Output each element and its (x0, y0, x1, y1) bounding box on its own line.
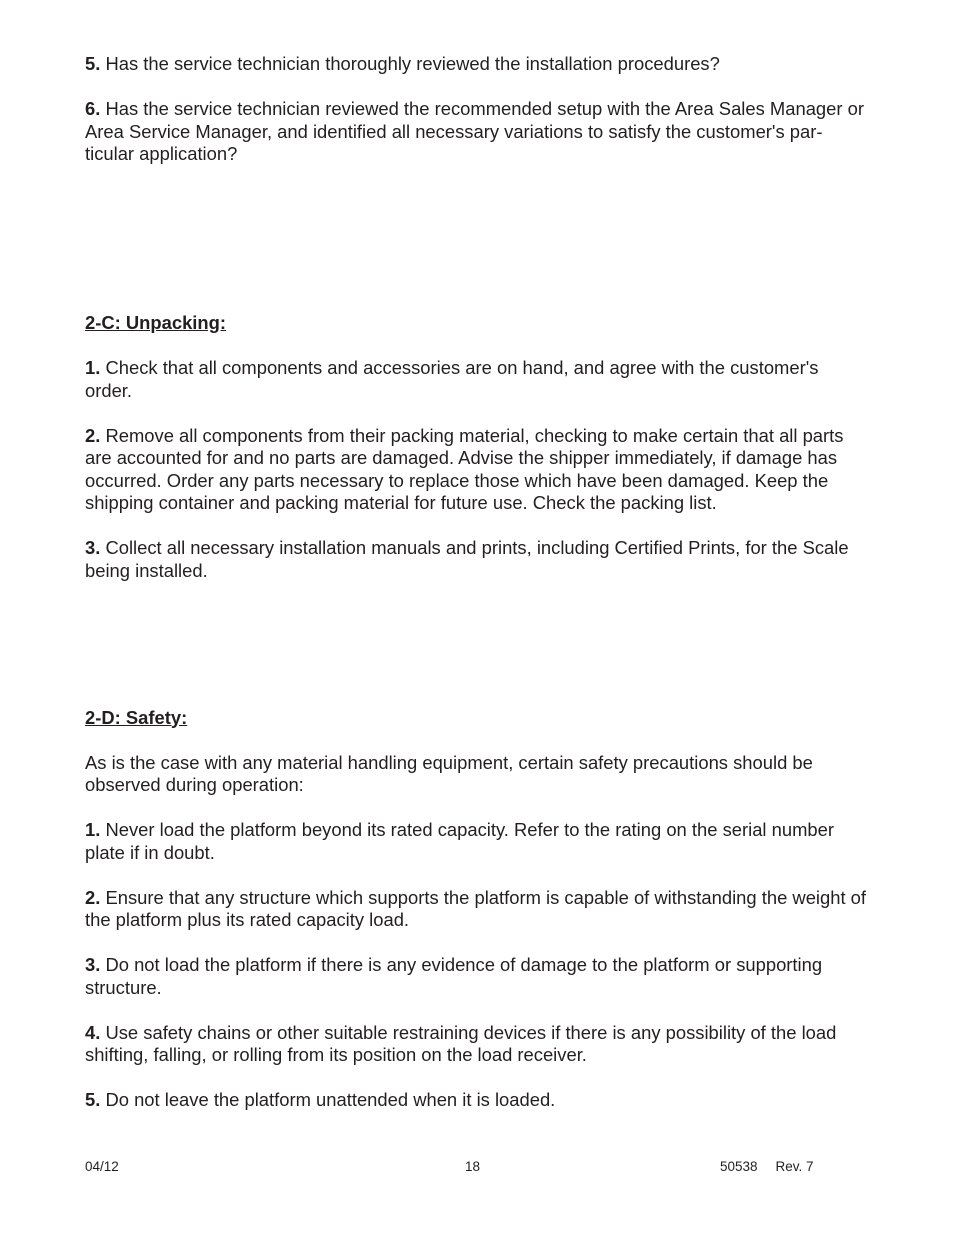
section-heading-unpacking: 2-C: Unpacking: (85, 312, 227, 333)
item-text: Collect all necessary installation manuals and prints, including Certified Prints, for the Scale being installed. (85, 537, 849, 581)
item-number: 3. (85, 954, 101, 975)
item-number: 3. (85, 537, 101, 558)
item-number: 5. (85, 1089, 101, 1110)
page-content (85, 53, 870, 1134)
footer-doc-info (720, 1159, 814, 1175)
section-spacer (85, 188, 870, 312)
item-number: 1. (85, 819, 101, 840)
item-text: Use safety chains or other suitable restraining devices if there is any possibility of the load shifting, falling, or rolling from its position on the load receiver. (85, 1021, 837, 1065)
safety-intro: As is the case with any material handling equipment, certain safety precautions should be observed during operation: (85, 751, 813, 795)
item-text: Do not load the platform if there is any evidence of damage to the platform or supporting structure. (85, 954, 823, 998)
list-item-3 (85, 537, 870, 582)
footer-revision: Rev. 7 (775, 1159, 814, 1174)
list-item-2 (85, 425, 870, 515)
list-item-2 (85, 887, 870, 932)
list-item-4 (85, 1022, 870, 1067)
item-text: Ensure that any structure which supports the platform is capable of withstanding the weight of the platform plus its rated capacity load. (85, 886, 867, 930)
item-text: Check that all components and accessories are on hand, and agree with the customer's order. (85, 357, 819, 401)
list-item-1 (85, 357, 870, 402)
list-item-5 (85, 1089, 870, 1112)
item-number: 1. (85, 357, 101, 378)
footer-page-number: 18 (465, 1159, 481, 1174)
list-item-1 (85, 819, 870, 864)
footer-date: 04/12 (85, 1159, 119, 1174)
item-text: Remove all components from their packing material, checking to make certain that all parts are accounted for and no parts are damaged. Advise the shipper immediately, if damage has occurred. Order any parts necessary to replace those which have been damaged. Keep the shipping container and packing material for future use. Check the packing list. (85, 424, 844, 513)
item-number: 4. (85, 1021, 101, 1043)
item-text: Has the service technician thoroughly reviewed the installation procedures? (100, 53, 720, 74)
item-text: Do not leave the platform unattended when it is loaded. (100, 1089, 556, 1110)
section-spacer (85, 605, 870, 707)
item-number: 2. (85, 886, 101, 908)
item-text: Never load the platform beyond its rated capacity. Refer to the rating on the serial number plate if in doubt. (85, 819, 834, 863)
item-number: 6. (85, 98, 101, 119)
list-item-6 (85, 98, 870, 166)
list-item-5 (85, 53, 870, 76)
footer-doc-number: 50538 (720, 1159, 758, 1174)
item-number: 5. (85, 53, 101, 74)
item-number: 2. (85, 424, 101, 446)
section-heading-safety: 2-D: Safety: (85, 706, 188, 728)
list-item-3 (85, 954, 870, 999)
item-text: Has the service technician reviewed the recommended setup with the Area Sales Manager or Area Service Manager, and identified all necessary variations to satisfy the customer's par-ticular application? (85, 98, 864, 164)
